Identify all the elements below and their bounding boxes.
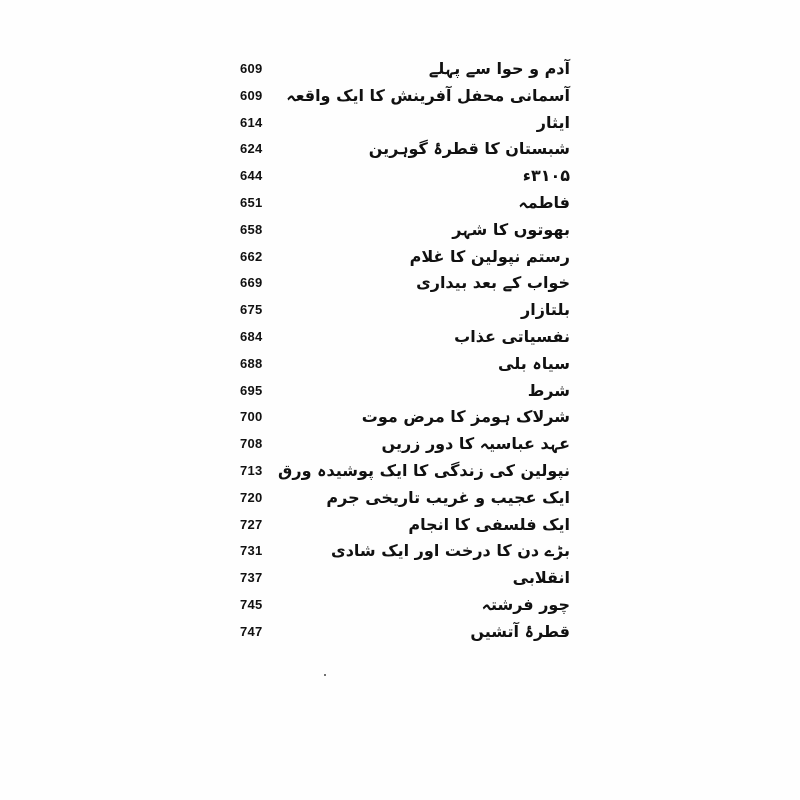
toc-entry <box>240 619 570 646</box>
toc-entry <box>240 458 570 485</box>
toc-entry-page-number: 669 <box>240 275 263 291</box>
toc-entry-title: انقلابی <box>512 568 570 588</box>
toc-entry <box>240 163 570 190</box>
toc-entry-title: شرط <box>527 380 570 400</box>
toc-entry-title: ایثار <box>536 112 570 132</box>
toc-entry-page-number: 675 <box>240 302 263 318</box>
toc-entry <box>240 56 570 83</box>
toc-entry-title: فاطمہ <box>518 192 570 212</box>
toc-entry-page-number: 644 <box>240 168 263 184</box>
toc-entry-title: ۳۱۰۵ء <box>522 166 570 186</box>
toc-entry-page-number: 614 <box>240 114 263 130</box>
toc-entry <box>240 83 570 110</box>
toc-entry-title: سیاہ بلی <box>498 353 570 373</box>
toc-entry <box>240 592 570 619</box>
toc-entry <box>240 431 570 458</box>
toc-entry <box>240 136 570 163</box>
toc-entry <box>240 485 570 512</box>
toc-entry <box>240 110 570 137</box>
toc-entry-page-number: 713 <box>240 462 263 478</box>
toc-entry-page-number: 688 <box>240 355 263 371</box>
toc-entry-page-number: 658 <box>240 221 263 237</box>
toc-entry-page-number: 745 <box>240 596 263 612</box>
toc-entry-title: آسمانی محفل آفرینش کا ایک واقعہ <box>286 85 570 105</box>
toc-entry <box>240 244 570 271</box>
toc-entry <box>240 297 570 324</box>
toc-entry <box>240 404 570 431</box>
toc-entry <box>240 512 570 539</box>
toc-entry <box>240 217 570 244</box>
toc-entry-page-number: 708 <box>240 436 263 452</box>
toc-entry-page-number: 684 <box>240 328 263 344</box>
table-of-contents <box>240 56 570 646</box>
toc-entry-title: بھوتوں کا شہر <box>452 219 570 239</box>
toc-entry <box>240 351 570 378</box>
toc-entry-page-number: 624 <box>240 141 263 157</box>
toc-entry-title: عہد عباسیہ کا دور زریں <box>381 434 570 454</box>
toc-entry-page-number: 720 <box>240 489 263 505</box>
print-speck <box>324 674 326 676</box>
toc-entry <box>240 538 570 565</box>
toc-entry-page-number: 651 <box>240 194 263 210</box>
toc-entry <box>240 270 570 297</box>
toc-entry-page-number: 662 <box>240 248 263 264</box>
toc-entry-page-number: 609 <box>240 87 263 103</box>
toc-entry-title: ایک عجیب و غریب تاریخی جرم <box>326 487 570 507</box>
toc-entry-title: بڑے دن کا درخت اور ایک شادی <box>331 541 570 561</box>
toc-entry-page-number: 747 <box>240 623 263 639</box>
toc-entry <box>240 565 570 592</box>
toc-entry-page-number: 609 <box>240 61 263 76</box>
toc-entry-title: خواب کے بعد بیداری <box>416 273 570 293</box>
toc-entry-title: چور فرشتہ <box>481 594 570 614</box>
toc-entry-title: شبستان کا قطرۂ گوہرین <box>368 139 570 159</box>
toc-entry <box>240 378 570 405</box>
toc-entry-title: رستم نپولین کا غلام <box>409 246 570 266</box>
toc-entry-title: قطرۂ آتشیں <box>470 621 570 641</box>
toc-entry-page-number: 695 <box>240 382 263 398</box>
toc-entry-page-number: 700 <box>240 409 263 425</box>
toc-entry-page-number: 731 <box>240 543 263 559</box>
toc-entry-page-number: 727 <box>240 516 263 532</box>
toc-entry-title: نپولین کی زندگی کا ایک پوشیدہ ورق <box>278 460 570 480</box>
toc-entry <box>240 324 570 351</box>
toc-entry-page-number: 737 <box>240 570 263 586</box>
toc-entry-title: ایک فلسفی کا انجام <box>408 514 570 534</box>
toc-entry <box>240 190 570 217</box>
toc-entry-title: شرلاک ہومز کا مرض موت <box>361 407 570 427</box>
toc-entry-title: نفسیاتی عذاب <box>454 326 570 346</box>
toc-entry-title: آدم و حوا سے پہلے <box>428 59 570 78</box>
toc-entry-title: بلتازار <box>521 300 570 320</box>
